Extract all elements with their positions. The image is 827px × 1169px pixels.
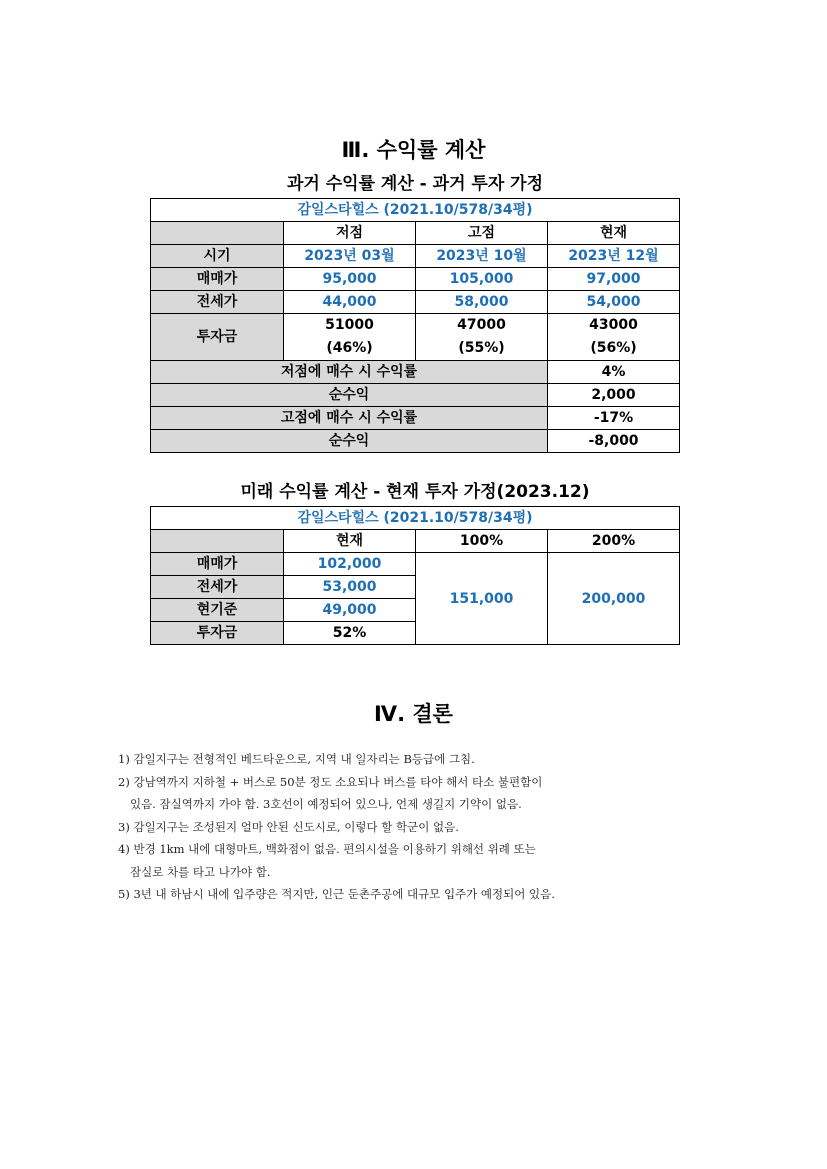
future-row-label-basis: 현기준 <box>151 599 284 622</box>
header-current: 현재 <box>548 222 680 245</box>
row-label-period: 시기 <box>151 245 284 268</box>
conclusion-line: 4) 반경 1km 내에 대형마트, 백화점이 없음. 편의시설을 이용하기 위해선 위례 또는 <box>118 842 536 856</box>
future-jeonse-current: 53,000 <box>284 576 416 599</box>
jeonse-low: 44,000 <box>284 291 416 314</box>
invest-current-ratio: (56%) <box>590 340 637 356</box>
invest-low <box>284 314 416 361</box>
invest-low-amount: 51000 <box>325 317 374 333</box>
summary-label-low-return: 저점에 매수 시 수익률 <box>151 361 548 384</box>
past-table-caption: 과거 수익률 계산 - 과거 투자 가정 <box>151 170 680 199</box>
future-sale-current: 102,000 <box>284 553 416 576</box>
future-row-label-sale: 매매가 <box>151 553 284 576</box>
future-basis-current: 49,000 <box>284 599 416 622</box>
summary-value-low-profit: 2,000 <box>548 384 680 407</box>
summary-value-high-return: -17% <box>548 407 680 430</box>
scenario-200-value: 200,000 <box>548 553 680 645</box>
jeonse-current: 54,000 <box>548 291 680 314</box>
summary-label-low-profit: 순수익 <box>151 384 548 407</box>
period-high: 2023년 10월 <box>416 245 548 268</box>
conclusion-line: 1) 감일지구는 전형적인 베드타운으로, 지역 내 일자리는 B등급에 그침. <box>118 752 475 766</box>
conclusion-line: 2) 강남역까지 지하철 + 버스로 50분 정도 소요되나 버스를 타야 해서 타소 불편함이 <box>118 774 543 789</box>
row-label-jeonse: 전세가 <box>151 291 284 314</box>
future-invest-current: 52% <box>284 622 416 645</box>
invest-high-ratio: (55%) <box>458 340 505 356</box>
invest-high <box>416 314 548 361</box>
future-returns-table <box>150 478 680 645</box>
past-returns-table <box>150 170 680 453</box>
header-low: 저점 <box>284 222 416 245</box>
row-label-sale: 매매가 <box>151 268 284 291</box>
summary-label-high-return: 고점에 매수 시 수익률 <box>151 407 548 430</box>
section-title-conclusion: Ⅳ. 결론 <box>374 702 453 726</box>
conclusion-line: 잠실로 차를 타고 나가야 함. <box>130 864 271 879</box>
sale-high: 105,000 <box>416 268 548 291</box>
period-low: 2023년 03월 <box>284 245 416 268</box>
future-table-caption: 미래 수익률 계산 - 현재 투자 가정(2023.12) <box>151 478 680 507</box>
future-header-200: 200% <box>548 530 680 553</box>
sale-low: 95,000 <box>284 268 416 291</box>
future-row-label-jeonse: 전세가 <box>151 576 284 599</box>
summary-label-high-profit: 순수익 <box>151 430 548 453</box>
future-header-current: 현재 <box>284 530 416 553</box>
scenario-100-value: 151,000 <box>416 553 548 645</box>
future-table-subtitle: 감일스타힐스 (2021.10/578/34평) <box>151 507 680 530</box>
conclusion-line: 3) 감일지구는 조성된지 얼마 안된 신도시로, 이렇다 할 학군이 없음. <box>118 819 459 834</box>
conclusion-line: 있음. 잠실역까지 가야 함. 3호선이 예정되어 있으나, 언제 생길지 기약이 없음. <box>130 797 522 811</box>
period-current: 2023년 12월 <box>548 245 680 268</box>
header-high: 고점 <box>416 222 548 245</box>
conclusion-list <box>118 748 738 906</box>
invest-low-ratio: (46%) <box>326 340 373 356</box>
past-table-subtitle: 감일스타힐스 (2021.10/578/34평) <box>151 199 680 222</box>
summary-value-high-profit: -8,000 <box>548 430 680 453</box>
invest-current-amount: 43000 <box>589 317 638 333</box>
corner-cell <box>151 222 284 245</box>
row-label-invest: 투자금 <box>151 314 284 361</box>
invest-current <box>548 314 680 361</box>
summary-value-low-return: 4% <box>548 361 680 384</box>
jeonse-high: 58,000 <box>416 291 548 314</box>
future-header-100: 100% <box>416 530 548 553</box>
sale-current: 97,000 <box>548 268 680 291</box>
future-corner-cell <box>151 530 284 553</box>
invest-high-amount: 47000 <box>457 317 506 333</box>
future-row-label-invest: 투자금 <box>151 622 284 645</box>
section-title-returns: Ⅲ. 수익률 계산 <box>341 138 486 162</box>
conclusion-line: 5) 3년 내 하남시 내에 입주량은 적지만, 인근 둔촌주공에 대규모 입주가 예정되어 있음. <box>118 887 555 901</box>
